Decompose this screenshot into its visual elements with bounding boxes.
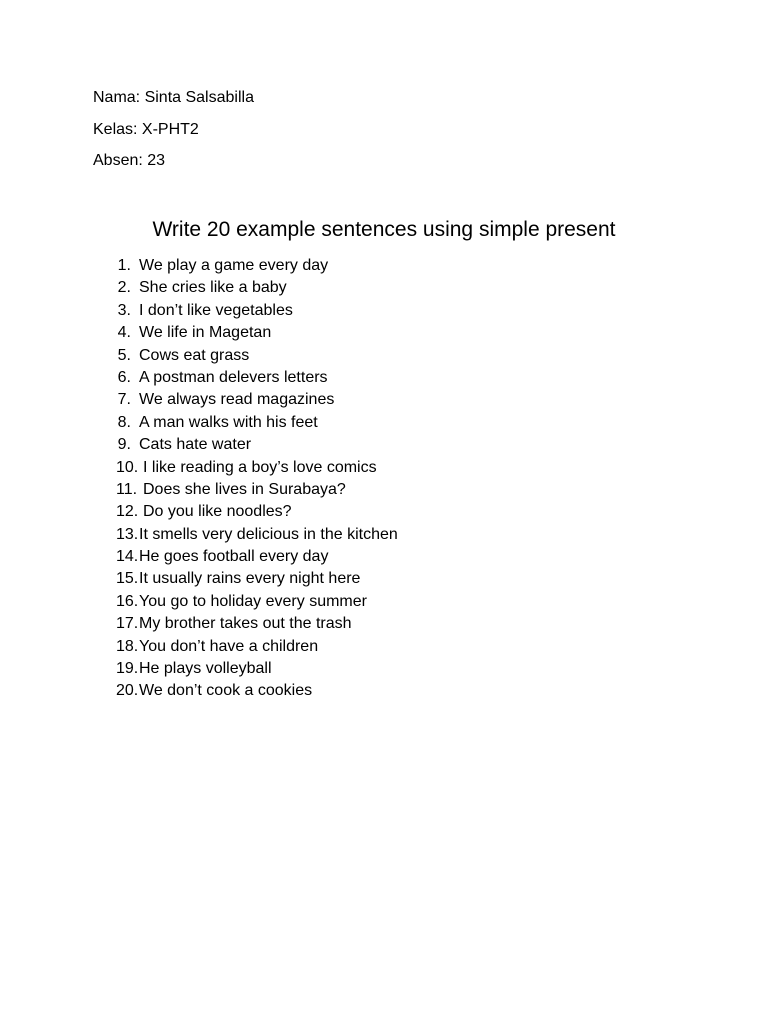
list-item-text: A postman delevers letters [139,368,328,386]
list-item [0,322,768,344]
list-item [0,591,768,613]
list-item-text: We don’t cook a cookies [139,682,313,700]
list-item-number: 12. [116,503,139,521]
list-item [0,300,768,322]
list-item [0,568,768,590]
list-item-text: I like reading a boy’s love comics [143,458,377,476]
list-item-text: A man walks with his feet [139,413,318,431]
list-item [0,277,768,299]
list-item-text: I don’t like vegetables [139,301,293,319]
list-item-text: It usually rains every night here [139,570,361,588]
list-item-number: 11. [116,480,138,498]
list-item-text: You go to holiday every summer [139,592,367,610]
list-item-number: 20. [116,682,139,700]
list-item-number: 10. [116,458,139,476]
list-item [0,658,768,680]
list-item [0,636,768,658]
list-item [0,345,768,367]
list-item-text: He goes football every day [139,548,329,566]
list-item-number: 15. [116,570,139,588]
list-item-number: 14. [116,548,139,566]
list-item-text: She cries like a baby [139,279,287,297]
list-item-text: He plays volleyball [139,660,272,678]
list-item-text: We life in Magetan [139,324,272,342]
list-item-number: 7. [117,391,131,409]
list-item [0,255,768,277]
list-item [0,367,768,389]
list-item [0,434,768,456]
list-item [0,501,768,523]
list-item-text: You don’t have a children [139,637,319,655]
list-item-number: 19. [116,660,139,678]
student-name: Nama: Sinta Salsabilla [93,89,254,106]
list-item-number: 13. [116,525,139,543]
sentence-list [0,255,768,703]
student-class: Kelas: X-PHT2 [93,121,199,138]
list-item [0,546,768,568]
list-item [0,389,768,411]
list-item-text: Cows eat grass [139,346,250,364]
list-item-number: 5. [117,346,131,364]
list-item-text: We always read magazines [139,391,335,409]
list-item-text: Do you like noodles? [143,503,292,521]
list-item-text: We play a game every day [139,257,329,274]
list-item-text: It smells very delicious in the kitchen [139,525,398,543]
assignment-title: Write 20 example sentences using simple present [152,218,616,241]
list-item-text: Cats hate water [139,436,252,454]
list-item-number: 16. [116,592,139,610]
list-item-number: 3. [117,301,131,319]
student-absen: Absen: 23 [93,152,166,169]
list-item-number: 4. [117,324,131,342]
list-item [0,524,768,546]
list-item-number: 8. [117,413,131,431]
list-item-number: 17. [116,615,139,633]
list-item-text: Does she lives in Surabaya? [143,480,346,498]
list-item-number: 6. [117,368,131,386]
list-item-text: My brother takes out the trash [139,615,352,633]
list-item-number: 1. [117,257,131,274]
list-item [0,613,768,635]
list-item-number: 9. [117,436,131,454]
list-item [0,412,768,434]
list-item [0,479,768,501]
list-item-number: 18. [116,637,139,655]
list-item-number: 2. [117,279,131,297]
list-item [0,680,768,702]
list-item [0,457,768,479]
